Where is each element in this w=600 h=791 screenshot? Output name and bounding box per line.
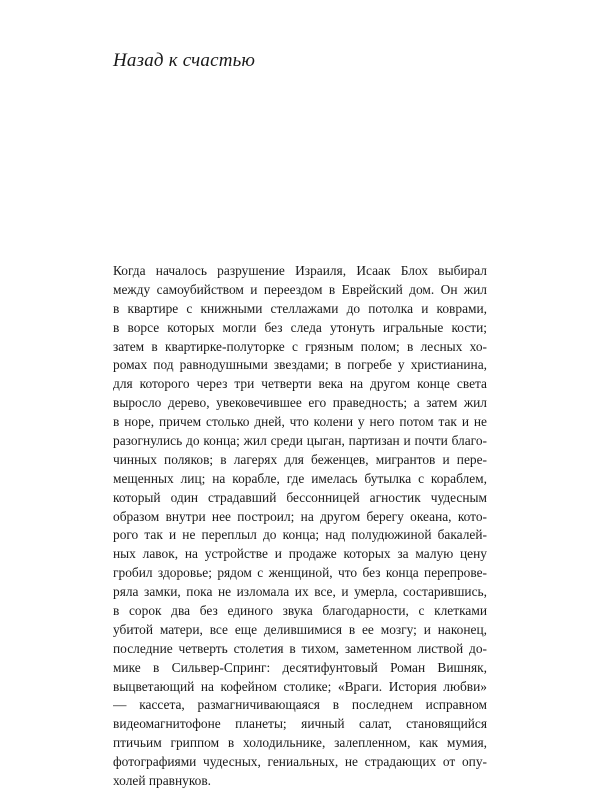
- text-line: ных лавок, на устройстве и продаже которых за малую цену: [113, 546, 487, 562]
- text-line: чинных поляков; в лагерях для беженцев, мигрантов и пере-: [113, 451, 487, 467]
- text-line: между самоубийством и переездом в Еврейский дом. Он жил: [113, 281, 487, 297]
- text-line: который один страдавший бессонницей агностик чудесным: [113, 489, 487, 505]
- text-line: птичьим гриппом в холодильнике, залепленном, как мумия,: [113, 735, 487, 751]
- text-line: ряла замки, пока не изломала их все, и умерла, состарившись,: [113, 584, 487, 600]
- text-line: рого так и не переплыл до конца; над полудюжиной бакалей-: [113, 527, 487, 543]
- text-line: выросло дерево, увековечившее его праведность; а затем жил: [113, 395, 487, 411]
- text-line: в сорок два без единого звука благодарности, с клетками: [113, 603, 487, 619]
- text-line: для которого через три четверти века на другом конце света: [113, 376, 487, 392]
- text-line: затем в квартирке-полуторке с грязным полом; в лесных хо-: [113, 338, 487, 354]
- text-line: в норе, причем столько дней, что колени у него потом так и не: [113, 414, 487, 430]
- chapter-title: Назад к счастью: [113, 50, 256, 71]
- body-paragraph: [113, 262, 487, 791]
- text-line: мике в Сильвер-Спринг: десятифунтовый Роман Вишняк,: [113, 659, 487, 675]
- text-line: убитой матери, все еще делившимися в ее мозгу; и наконец,: [113, 621, 487, 637]
- text-line: Когда началось разрушение Израиля, Исаак Блох выбирал: [113, 263, 487, 278]
- text-line: ромах под равнодушными звездами; в погребе у христианина,: [113, 357, 487, 373]
- text-line: фотографиями чудесных, гениальных, не страдающих от опу-: [113, 754, 487, 770]
- text-line: — кассета, размагничивающаяся в последнем исправном: [113, 697, 487, 713]
- text-line: последние четверть столетия в тихом, заметенном листвой до-: [113, 640, 487, 656]
- text-line: в ворсе которых могли без следа утонуть игральные кости;: [113, 319, 487, 335]
- text-line: гробил здоровье; рядом с женщиной, что без конца перепрове-: [113, 565, 487, 581]
- text-line: в квартире с книжными стеллажами до потолка и коврами,: [113, 300, 487, 316]
- text-line: образом внутри нее построил; на другом берегу океана, кото-: [113, 508, 487, 524]
- text-line: холей правнуков.: [113, 773, 212, 789]
- text-line: мещенных лиц; на корабле, где имелась бутылка с кораблем,: [113, 470, 487, 486]
- text-line: разогнулись до конца; жил среди цыган, партизан и почти благо-: [113, 433, 487, 449]
- text-line: выцветающий на кофейном столике; «Враги. История любви»: [113, 678, 487, 694]
- text-line: видеомагнитофоне планеты; яичный салат, становящийся: [113, 716, 487, 732]
